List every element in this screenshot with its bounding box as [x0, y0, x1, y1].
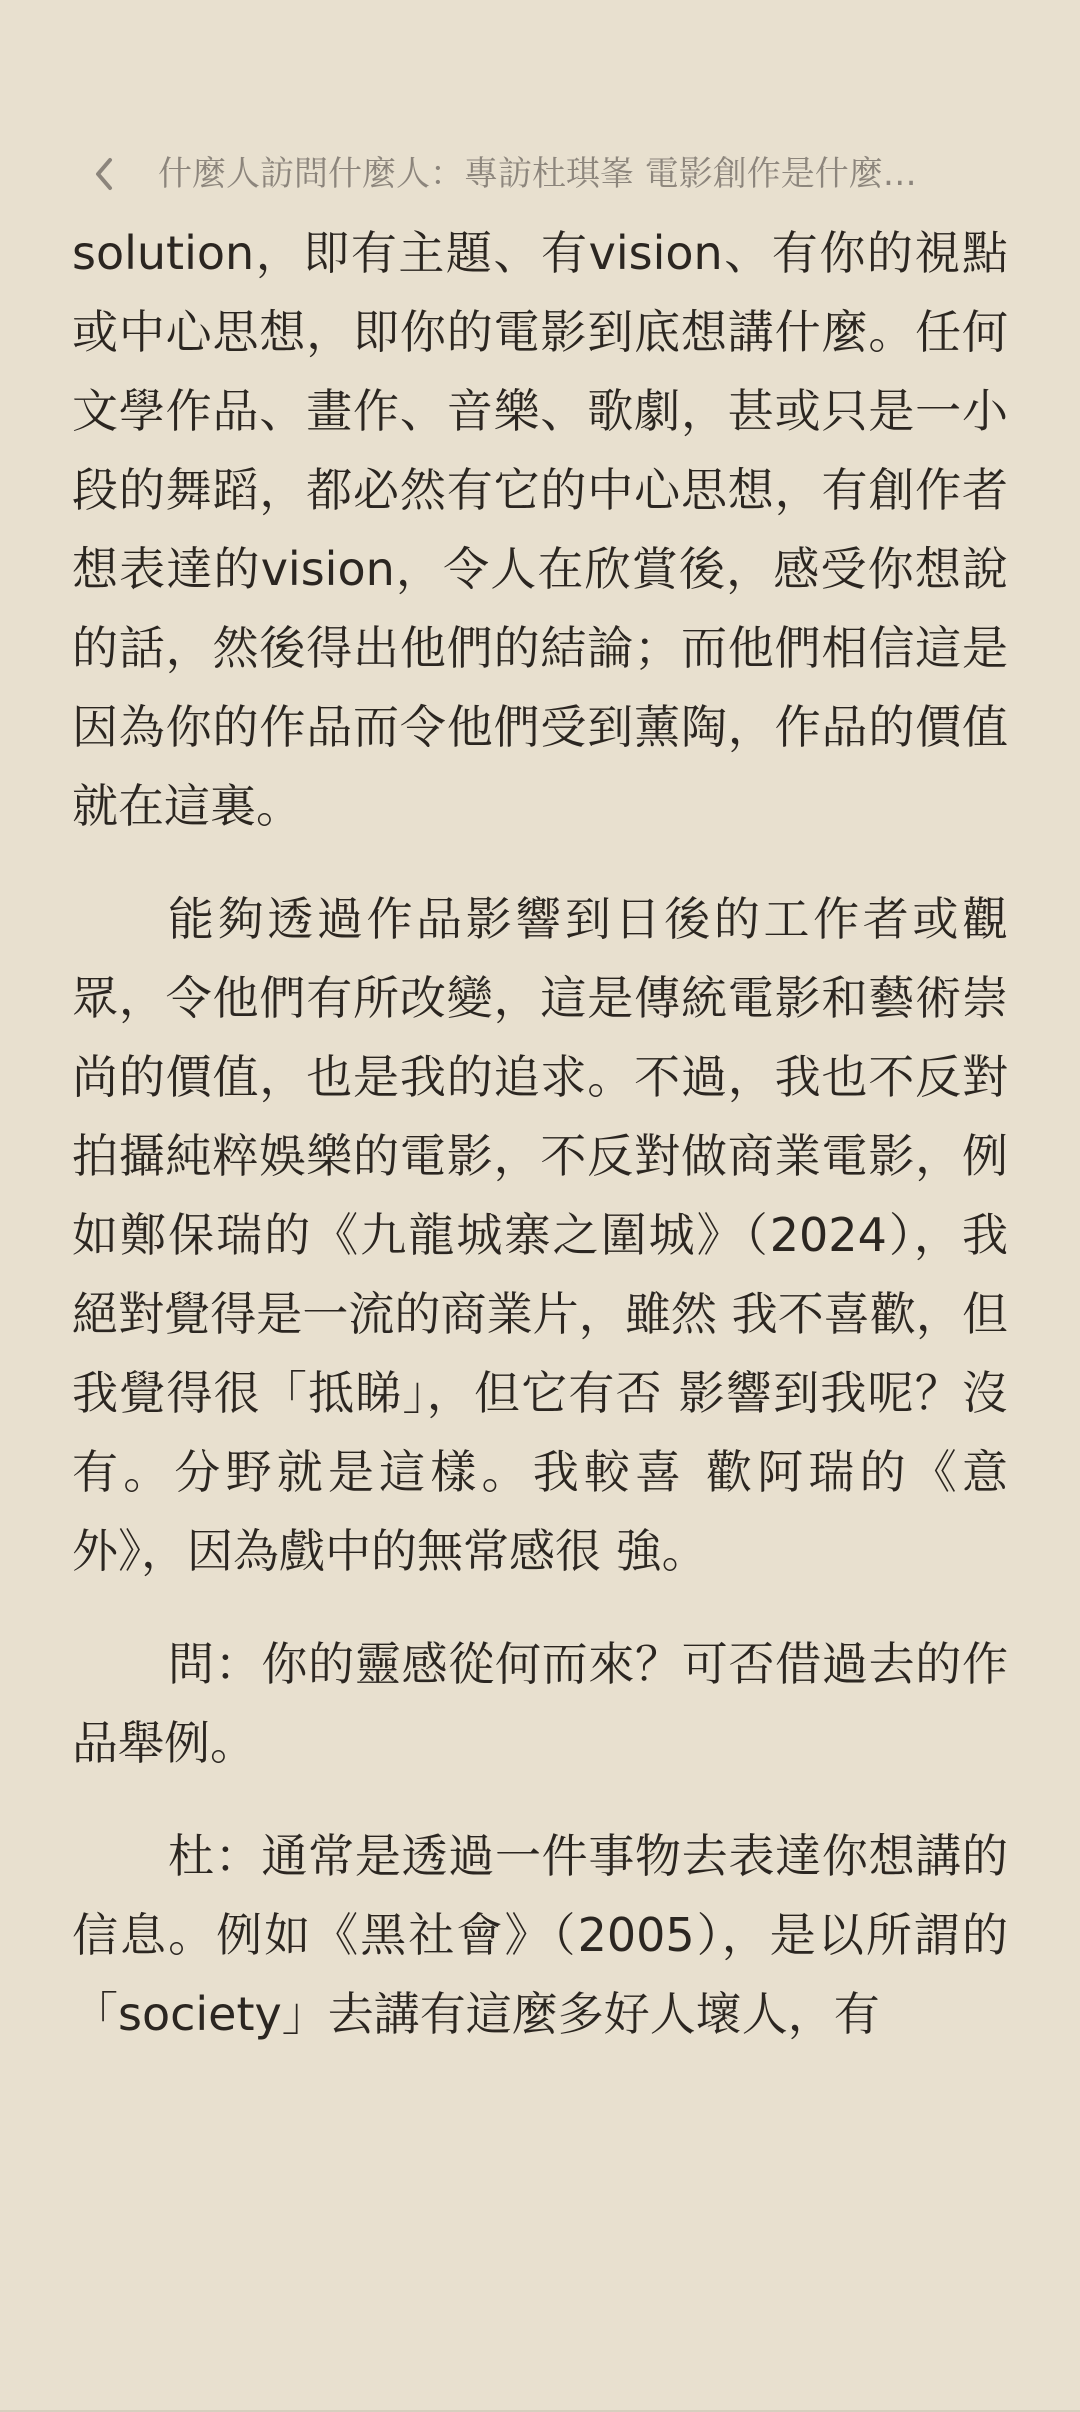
- paragraph-answer: 杜：通常是透過一件事物去表達你想講的信息。例如《黑社會》（2005），是以所謂的「society」去講有這麼多好人壞人，有: [72, 1829, 1008, 2041]
- reader-header: [88, 142, 1008, 206]
- paragraph-values: 能夠透過作品影響到日後的工作者或觀眾，令他們有所改變，這是傳統電影和藝術崇尚的價值，也是我的追求。不過，我也不反對拍攝純粹娛樂的電影，不反對做商業電影，例如鄭保瑞的《九龍城寨之圍城》（2024），我絕對覺得是一流的商業片，雖然 我不喜歡，但我覺得很「抵睇」，但它有否 影響到我呢？沒有。分野就是這樣。我較喜 歡阿瑞的《意外》，因為戲中的無常感很 強。: [72, 892, 1008, 1578]
- paragraph-continuation: solution，即有主題、有vision、有你的視點或中心思想，即你的電影到底想講什麼。任何文學作品、畫作、音樂、歌劇，甚或只是一小段的舞蹈，都必然有它的中心思想，有創作者想表達的vision，令人在欣賞後，感受你想說的話，然後得出他們的結論；而他們相信這是因為你的作品而令他們受到薰陶，作品的價值就在這裏。: [72, 226, 1008, 833]
- back-button[interactable]: [88, 151, 134, 197]
- chevron-left-icon: [88, 154, 120, 194]
- book-title: 什麼人訪問什麼人：專訪杜琪峯 電影創作是什麼…: [158, 153, 917, 194]
- reader-content: [72, 214, 1008, 2054]
- paragraph-question: 問：你的靈感從何而來？可否借過去的作品舉例。: [72, 1637, 1008, 1770]
